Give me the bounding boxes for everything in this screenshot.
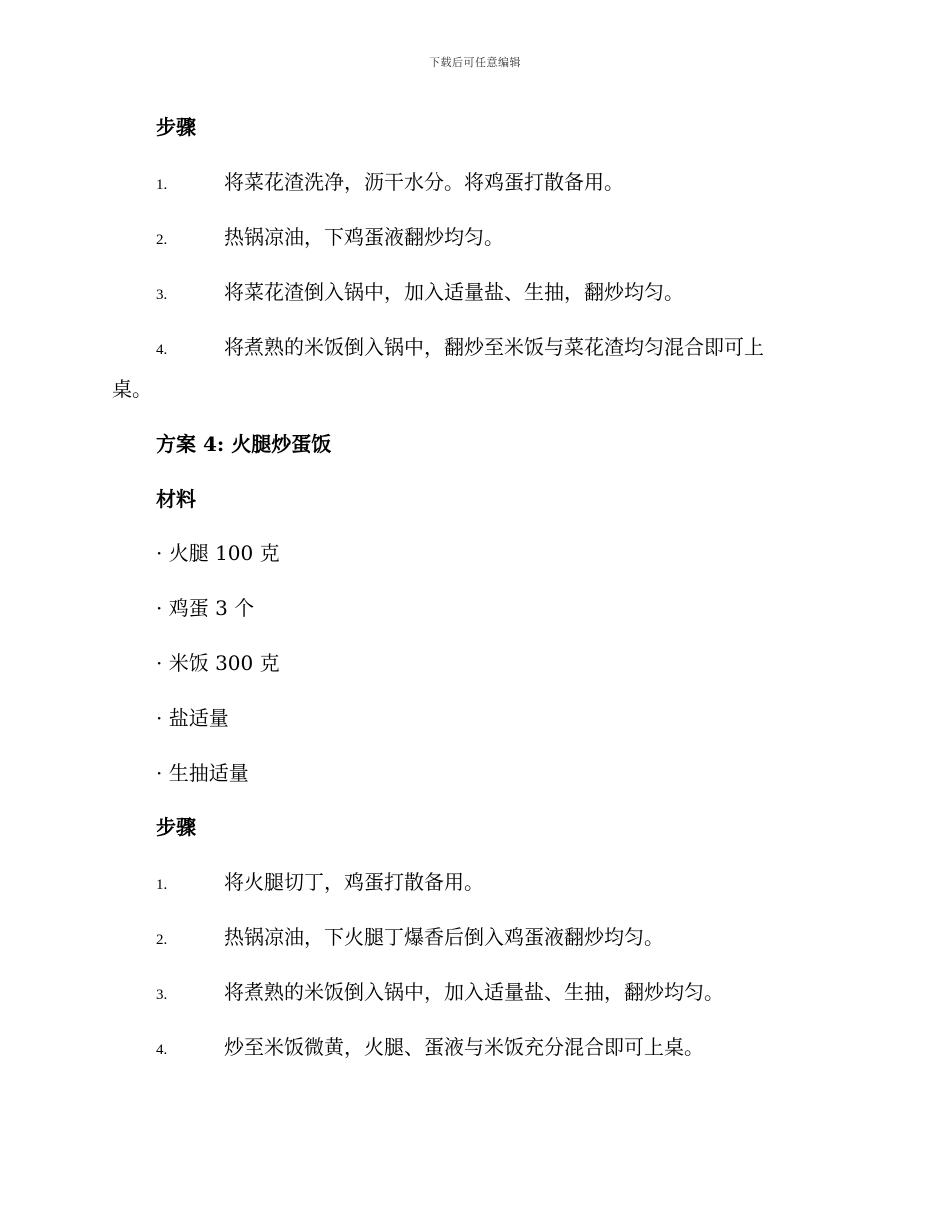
step-number: 1. [156, 877, 168, 893]
step-item [156, 1033, 836, 1061]
step-item [112, 333, 832, 403]
step-text: 热锅凉油，下火腿丁爆香后倒入鸡蛋液翻炒均匀。 [224, 925, 664, 949]
step-number: 2. [156, 932, 168, 948]
step-item [156, 223, 836, 251]
step-text: 将菜花渣洗净，沥干水分。将鸡蛋打散备用。 [224, 170, 624, 194]
ingredient-item: · 盐适量 [156, 706, 229, 730]
step-text: 热锅凉油，下鸡蛋液翻炒均匀。 [224, 225, 504, 249]
step-text: 将火腿切丁，鸡蛋打散备用。 [224, 870, 484, 894]
ingredient-item: · 生抽适量 [156, 761, 249, 785]
header-note: 下载后可任意编辑 [429, 56, 521, 69]
step-item [156, 868, 836, 896]
step-item [156, 923, 836, 951]
step-text: 炒至米饭微黄，火腿、蛋液与米饭充分混合即可上桌。 [224, 1035, 704, 1059]
step-number: 3. [156, 987, 168, 1003]
steps-heading: 步骤 [156, 115, 196, 139]
step-text: 将煮熟的米饭倒入锅中，加入适量盐、生抽，翻炒均匀。 [224, 980, 724, 1004]
step-item [156, 978, 836, 1006]
step-text: 将菜花渣倒入锅中，加入适量盐、生抽，翻炒均匀。 [224, 280, 684, 304]
step-number: 4. [156, 1042, 168, 1058]
step-number: 1. [156, 177, 168, 193]
recipe-title: 方案 4: 火腿炒蛋饭 [156, 432, 332, 456]
ingredient-item: · 鸡蛋 3 个 [156, 596, 255, 620]
ingredient-item: · 火腿 100 克 [156, 541, 280, 565]
step-number: 4. [156, 342, 168, 358]
step-number: 3. [156, 287, 168, 303]
step-number: 2. [156, 232, 168, 248]
materials-heading: 材料 [156, 487, 196, 511]
step-text-continued: 桌。 [112, 377, 152, 401]
ingredient-item: · 米饭 300 克 [156, 651, 280, 675]
step-item [156, 168, 836, 196]
step-text: 将煮熟的米饭倒入锅中，翻炒至米饭与菜花渣均匀混合即可上 [224, 335, 764, 359]
step-item [156, 278, 836, 306]
steps-heading: 步骤 [156, 815, 196, 839]
